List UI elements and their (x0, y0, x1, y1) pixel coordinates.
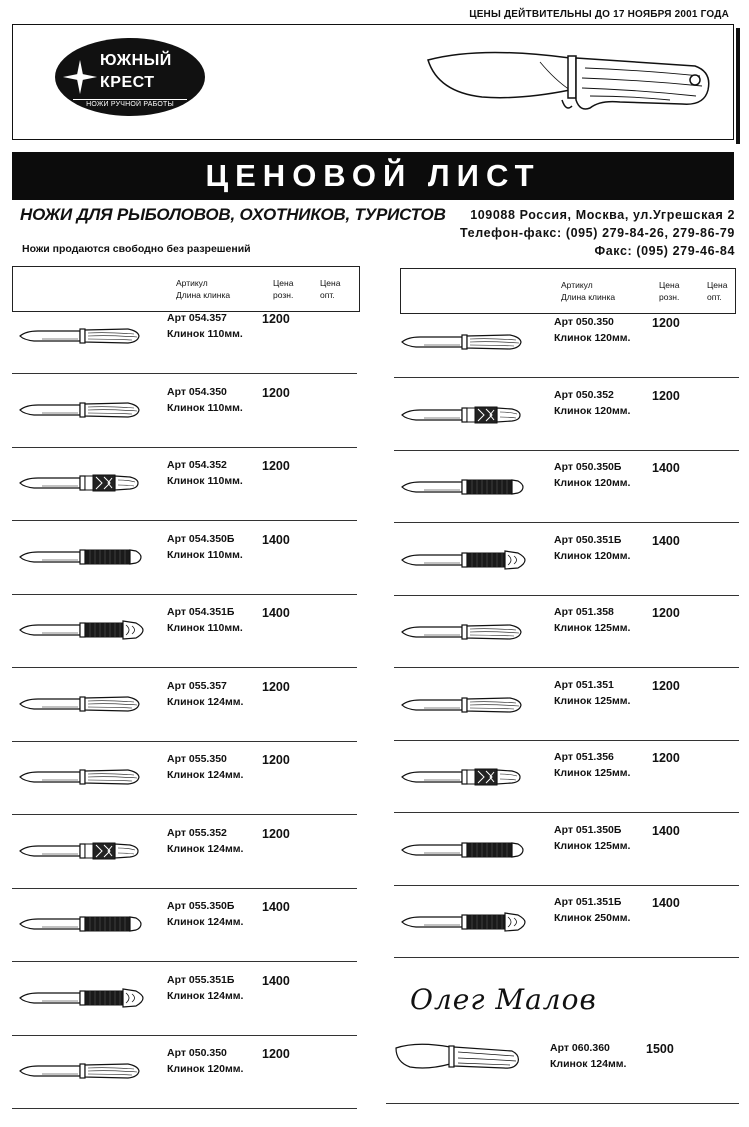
article-number: Арт 050.350Б (554, 461, 622, 473)
retail-price: 1200 (652, 606, 680, 620)
company-logo (55, 38, 205, 116)
knife-icon (18, 618, 148, 642)
contact-phone: Телефон-факс: (095) 279-84-26, 279-86-79 (460, 226, 735, 240)
title-banner (12, 152, 734, 200)
price-list-row (12, 300, 357, 374)
article-block (554, 459, 630, 491)
knife-icon (18, 986, 148, 1010)
column-header-retail: Цена розн. (273, 278, 294, 300)
blade-length: Клинок 120мм. (554, 332, 631, 344)
row-divider (394, 957, 739, 958)
star-icon (61, 58, 99, 96)
blade-length: Клинок 120мм. (554, 404, 631, 417)
article-block (167, 972, 243, 1004)
blade-length: Клинок 124мм. (167, 695, 244, 708)
article-block (167, 531, 243, 563)
article-block (167, 678, 243, 710)
blade-length: Клинок 124мм. (167, 989, 244, 1002)
price-list-row (394, 667, 739, 741)
knife-icon (400, 620, 530, 644)
article-block (167, 310, 243, 342)
article-number: Арт 051.358 (554, 606, 614, 618)
column-header-wholesale: Цена опт. (320, 278, 341, 300)
row-divider (386, 1103, 739, 1104)
retail-price: 1200 (262, 312, 290, 326)
knife-icon (400, 475, 530, 499)
article-number: Арт 051.351Б (554, 896, 622, 908)
price-list-row (394, 812, 739, 886)
price-list-row (12, 521, 357, 595)
header-frame-shadow (736, 28, 740, 144)
price-list-row (394, 377, 739, 451)
maker-signature: Олег Малов (410, 983, 597, 1016)
retail-price: 1400 (652, 896, 680, 910)
skinner-knife-icon (392, 1042, 522, 1076)
blade-length: Клинок 110мм. (167, 401, 243, 414)
retail-price: 1200 (262, 679, 290, 694)
article-number: Арт 055.352 (167, 826, 227, 839)
price-list-row (12, 888, 357, 962)
article-block (167, 457, 243, 489)
blade-length: Клинок 110мм. (167, 328, 243, 340)
price-list-row (394, 449, 739, 523)
contact-fax: Факс: (095) 279-46-84 (594, 244, 735, 258)
article-block (167, 898, 243, 930)
article-number: Арт 055.351Б (167, 973, 235, 986)
logo-line-1: ЮЖНЫЙ (100, 52, 172, 69)
knife-icon (18, 839, 148, 863)
article-block (554, 894, 630, 926)
price-validity-note: ЦЕНЫ ДЕЙТВИТЕЛЬНЫ ДО 17 НОЯБРЯ 2001 ГОДА (469, 9, 729, 20)
article-number: Арт 050.351Б (554, 533, 622, 546)
retail-price: 1400 (262, 973, 290, 988)
retail-price: 1400 (262, 532, 290, 547)
knife-icon (18, 471, 148, 495)
column-header-article: Артикул Длина клинка (176, 278, 231, 300)
price-list-row (386, 1030, 739, 1104)
price-list-row (12, 594, 357, 668)
article-number: Арт 051.356 (554, 751, 614, 763)
retail-price: 1200 (652, 388, 680, 403)
knife-icon (400, 693, 530, 717)
price-list-row (12, 1035, 357, 1109)
retail-price: 1200 (652, 678, 680, 693)
retail-price: 1200 (262, 385, 290, 400)
article-block (554, 532, 630, 564)
article-block (550, 1040, 626, 1072)
price-list-row (394, 304, 739, 378)
price-list-row (12, 962, 357, 1036)
article-number: Арт 060.360 (550, 1042, 610, 1054)
blade-length: Клинок 125мм. (554, 767, 631, 779)
price-list-row (12, 447, 357, 521)
knife-icon (400, 403, 530, 427)
blade-length: Клинок 110мм. (167, 475, 243, 487)
article-block (554, 677, 630, 709)
retail-price: 1400 (652, 533, 680, 548)
article-number: Арт 050.350 (167, 1047, 227, 1059)
article-number: Арт 054.350 (167, 385, 227, 398)
knife-icon (18, 912, 148, 936)
blade-length: Клинок 124мм. (167, 916, 244, 928)
article-block (554, 604, 630, 636)
blade-length: Клинок 250мм. (554, 912, 631, 924)
blade-length: Клинок 124мм. (167, 769, 244, 781)
article-block (167, 825, 243, 857)
retail-price: 1200 (262, 826, 290, 841)
retail-price: 1400 (262, 900, 290, 914)
knife-icon (18, 765, 148, 789)
price-list-row (394, 739, 739, 813)
retail-price: 1400 (262, 606, 290, 620)
column-header-wholesale: Цена опт. (707, 280, 728, 302)
retail-price: 1200 (652, 751, 680, 765)
blade-length: Клинок 120мм. (167, 1063, 244, 1075)
blade-length: Клинок 120мм. (554, 477, 631, 489)
article-number: Арт 051.350Б (554, 823, 622, 836)
article-number: Арт 051.351 (554, 678, 614, 691)
price-list-row (394, 884, 739, 958)
row-divider (12, 1108, 357, 1109)
price-list-row (12, 741, 357, 815)
article-block (167, 384, 243, 416)
column-header-retail: Цена розн. (659, 280, 680, 302)
article-block (554, 314, 630, 346)
article-block (167, 1045, 243, 1077)
knife-icon (18, 1059, 148, 1083)
blade-length: Клинок 120мм. (554, 549, 631, 562)
price-list-row (12, 668, 357, 742)
blade-length: Клинок 125мм. (554, 839, 631, 852)
price-list-row (12, 374, 357, 448)
logo-line-2: КРЕСТ (100, 74, 155, 91)
article-number: Арт 054.352 (167, 459, 227, 471)
knife-icon (18, 692, 148, 716)
contact-address: 109088 Россия, Москва, ул.Угрешская 2 (470, 208, 735, 222)
category-subtitle: НОЖИ ДЛЯ РЫБОЛОВОВ, ОХОТНИКОВ, ТУРИСТОВ (20, 205, 446, 224)
price-list-row (12, 815, 357, 889)
knife-icon (18, 545, 148, 569)
article-number: Арт 054.351Б (167, 606, 235, 618)
price-list-row (394, 594, 739, 668)
blade-length: Клинок 125мм. (554, 694, 631, 707)
article-number: Арт 055.350 (167, 753, 227, 765)
blade-length: Клинок 110мм. (167, 622, 243, 634)
article-number: Арт 050.352 (554, 388, 614, 401)
blade-length: Клинок 124мм. (550, 1058, 627, 1070)
knife-icon (18, 324, 148, 348)
article-number: Арт 055.357 (167, 679, 227, 692)
permit-note: Ножи продаются свободно без разрешений (22, 243, 251, 255)
article-number: Арт 054.350Б (167, 532, 235, 545)
blade-length: Клинок 125мм. (554, 622, 631, 634)
knife-icon (400, 330, 530, 354)
article-number: Арт 054.357 (167, 312, 227, 324)
retail-price: 1500 (646, 1042, 674, 1056)
article-block (554, 822, 630, 854)
price-list-row (394, 522, 739, 596)
retail-price: 1200 (262, 753, 290, 767)
retail-price: 1400 (652, 461, 680, 475)
blade-length: Клинок 124мм. (167, 842, 244, 855)
retail-price: 1400 (652, 823, 680, 838)
blade-length: Клинок 110мм. (167, 548, 243, 561)
knife-icon (18, 398, 148, 422)
knife-icon (400, 910, 530, 934)
article-block (554, 749, 630, 781)
article-number: Арт 055.350Б (167, 900, 235, 912)
article-block (167, 751, 243, 783)
knife-icon (400, 838, 530, 862)
article-block (167, 604, 243, 636)
column-header-article: Артикул Длина клинка (561, 280, 616, 302)
retail-price: 1200 (262, 1047, 290, 1061)
retail-price: 1200 (652, 316, 680, 330)
article-number: Арт 050.350 (554, 316, 614, 328)
knife-icon (400, 765, 530, 789)
logo-tagline: НОЖИ РУЧНОЙ РАБОТЫ (73, 99, 187, 108)
article-block (554, 387, 630, 419)
knife-icon (400, 548, 530, 572)
skinner-knife-illustration (420, 50, 720, 120)
page-title: ЦЕНОВОЙ ЛИСТ (205, 158, 541, 193)
retail-price: 1200 (262, 459, 290, 473)
